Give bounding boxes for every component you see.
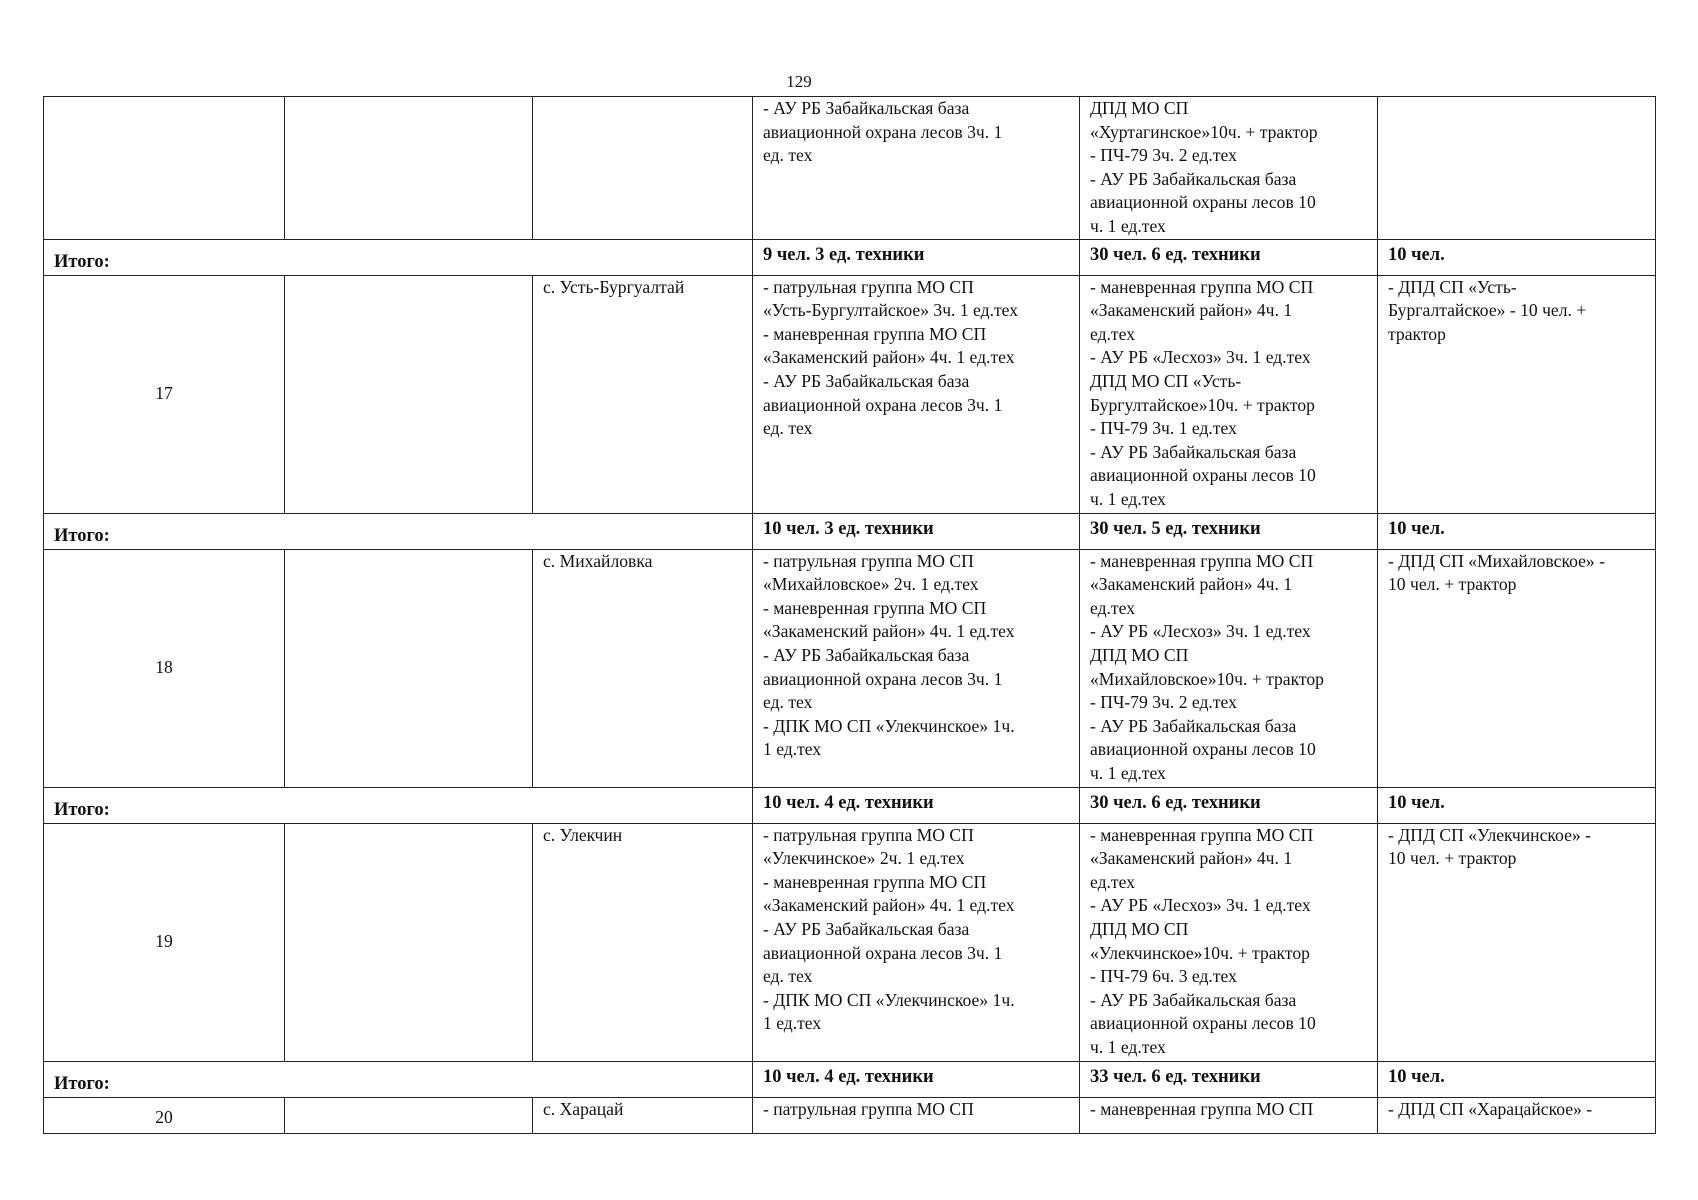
cell-line: ч. 1 ед.тех	[1090, 1036, 1166, 1057]
cell-line: - АУ РБ Забайкальская база	[763, 370, 970, 391]
cell-line: - маневренная группа МО СП	[763, 323, 987, 344]
cell-line: - маневренная группа МО СП	[1090, 550, 1314, 571]
cell-line: - АУ РБ Забайкальская база	[763, 918, 970, 939]
table-row	[44, 823, 1656, 1061]
table-row	[44, 1097, 1656, 1133]
volunteer-forces-cell	[1378, 823, 1656, 1061]
row-number: 19	[44, 823, 285, 1061]
cell-line: - АУ РБ Забайкальская база	[1090, 989, 1297, 1010]
cell-line: - патрульная группа МО СП	[763, 824, 974, 845]
cell-line: «Закаменский район» 4ч. 1	[1090, 848, 1293, 869]
total-col5: 30 чел. 5 ед. техники	[1080, 513, 1378, 549]
volunteer-forces-cell	[1378, 1097, 1656, 1133]
total-col4: 10 чел. 4 ед. техники	[753, 787, 1080, 823]
cell-line: авиационной охрана лесов 3ч. 1	[763, 942, 1003, 963]
total-col6: 10 чел.	[1378, 1061, 1656, 1097]
cell-line: - ДПД СП «Михайловское» -	[1388, 550, 1605, 571]
forces-primary-cell	[753, 97, 1080, 240]
cell-line: «Закаменский район» 4ч. 1	[1090, 574, 1293, 595]
row-number	[44, 97, 285, 240]
cell-line: - ПЧ-79 3ч. 1 ед.тех	[1090, 418, 1237, 439]
total-col4: 9 чел. 3 ед. техники	[753, 239, 1080, 275]
settlement-cell: с. Михайловка	[533, 549, 753, 787]
cell-line: авиационной охраны лесов 10	[1090, 192, 1316, 213]
empty-cell	[285, 1097, 533, 1133]
forces-primary-cell	[753, 1097, 1080, 1133]
cell-line: - маневренная группа МО СП	[1090, 1098, 1314, 1119]
cell-line: «Улекчинское»10ч. + трактор	[1090, 942, 1310, 963]
cell-line: - маневренная группа МО СП	[1090, 824, 1314, 845]
cell-line: - ПЧ-79 6ч. 3 ед.тех	[1090, 966, 1237, 987]
cell-line: авиационной охрана лесов 3ч. 1	[763, 668, 1003, 689]
cell-line: - АУ РБ «Лесхоз» 3ч. 1 ед.тех	[1090, 621, 1311, 642]
forces-additional-cell	[1080, 97, 1378, 240]
total-label: Итого:	[44, 1061, 753, 1097]
row-number: 17	[44, 275, 285, 513]
empty-cell	[285, 97, 533, 240]
cell-line: - маневренная группа МО СП	[763, 871, 987, 892]
settlement-cell: с. Харацай	[533, 1097, 753, 1133]
total-col5: 30 чел. 6 ед. техники	[1080, 239, 1378, 275]
cell-line: - патрульная группа МО СП	[763, 550, 974, 571]
cell-line: ДПД МО СП	[1090, 644, 1189, 665]
cell-line: ДПД МО СП	[1090, 98, 1189, 118]
cell-line: ед. тех	[763, 418, 813, 439]
cell-line: ед. тех	[763, 966, 813, 987]
volunteer-forces-cell	[1378, 549, 1656, 787]
forces-additional-cell	[1080, 549, 1378, 787]
cell-line: - АУ РБ Забайкальская база	[1090, 441, 1297, 462]
forces-additional-cell	[1080, 275, 1378, 513]
total-col5: 33 чел. 6 ед. техники	[1080, 1061, 1378, 1097]
cell-line: трактор	[1388, 323, 1446, 344]
empty-cell	[285, 823, 533, 1061]
total-row	[44, 1061, 1656, 1097]
cell-line: - ДПД СП «Усть-	[1388, 276, 1517, 297]
cell-line: - ДПД СП «Харацайское» -	[1388, 1098, 1593, 1119]
cell-line: ч. 1 ед.тех	[1090, 215, 1166, 236]
total-col6: 10 чел.	[1378, 787, 1656, 823]
page-number: 129	[786, 72, 812, 91]
settlement-cell	[533, 97, 753, 240]
cell-line: ед. тех	[763, 692, 813, 713]
empty-cell	[285, 275, 533, 513]
cell-line: «Усть-Бургултайское» 3ч. 1 ед.тех	[763, 300, 1019, 321]
cell-line: - АУ РБ «Лесхоз» 3ч. 1 ед.тех	[1090, 347, 1311, 368]
cell-line: 1 ед.тех	[763, 1013, 822, 1034]
cell-line: «Закаменский район» 4ч. 1	[1090, 300, 1293, 321]
total-col5: 30 чел. 6 ед. техники	[1080, 787, 1378, 823]
cell-line: - ПЧ-79 3ч. 2 ед.тех	[1090, 692, 1237, 713]
cell-line: - патрульная группа МО СП	[763, 276, 974, 297]
volunteer-forces-cell	[1378, 97, 1656, 240]
cell-line: авиационной охраны лесов 10	[1090, 465, 1316, 486]
cell-line: «Михайловское»10ч. + трактор	[1090, 668, 1324, 689]
cell-line: - маневренная группа МО СП	[1090, 276, 1314, 297]
cell-line: ч. 1 ед.тех	[1090, 762, 1166, 783]
table-row	[44, 97, 1656, 240]
cell-line: - АУ РБ «Лесхоз» 3ч. 1 ед.тех	[1090, 895, 1311, 916]
cell-line: 10 чел. + трактор	[1388, 574, 1517, 595]
cell-line: авиационной охраны лесов 10	[1090, 1013, 1316, 1034]
total-label: Итого:	[44, 239, 753, 275]
cell-line: авиационной охрана лесов 3ч. 1	[763, 394, 1003, 415]
cell-line: - АУ РБ Забайкальская база	[763, 98, 970, 118]
cell-line: - патрульная группа МО СП	[763, 1098, 974, 1119]
total-col4: 10 чел. 4 ед. техники	[753, 1061, 1080, 1097]
cell-line: - АУ РБ Забайкальская база	[1090, 715, 1297, 736]
forces-primary-cell	[753, 275, 1080, 513]
forces-table	[43, 96, 1656, 1134]
total-row	[44, 239, 1656, 275]
cell-line: - маневренная группа МО СП	[763, 597, 987, 618]
table-row	[44, 275, 1656, 513]
cell-line: - АУ РБ Забайкальская база	[763, 644, 970, 665]
cell-line: авиационной охраны лесов 10	[1090, 739, 1316, 760]
cell-line: - ПЧ-79 3ч. 2 ед.тех	[1090, 145, 1237, 166]
cell-line: ч. 1 ед.тех	[1090, 488, 1166, 509]
cell-line: 1 ед.тех	[763, 739, 822, 760]
total-col4: 10 чел. 3 ед. техники	[753, 513, 1080, 549]
volunteer-forces-cell	[1378, 275, 1656, 513]
forces-primary-cell	[753, 549, 1080, 787]
cell-line: «Улекчинское» 2ч. 1 ед.тех	[763, 848, 965, 869]
settlement-cell: с. Улекчин	[533, 823, 753, 1061]
cell-line: ед.тех	[1090, 871, 1135, 892]
forces-primary-cell	[753, 823, 1080, 1061]
forces-additional-cell	[1080, 823, 1378, 1061]
cell-line: ед.тех	[1090, 597, 1135, 618]
total-row	[44, 513, 1656, 549]
total-col6: 10 чел.	[1378, 239, 1656, 275]
cell-line: «Закаменский район» 4ч. 1 ед.тех	[763, 621, 1015, 642]
forces-additional-cell	[1080, 1097, 1378, 1133]
total-col6: 10 чел.	[1378, 513, 1656, 549]
cell-line: «Хуртагинское»10ч. + трактор	[1090, 121, 1318, 142]
cell-line: Бургалтайское» - 10 чел. +	[1388, 300, 1587, 321]
cell-line: «Михайловское» 2ч. 1 ед.тех	[763, 574, 979, 595]
cell-line: Бургултайское»10ч. + трактор	[1090, 394, 1315, 415]
cell-line: - ДПД СП «Улекчинское» -	[1388, 824, 1591, 845]
row-number: 18	[44, 549, 285, 787]
cell-line: ед.тех	[1090, 323, 1135, 344]
cell-line: 10 чел. + трактор	[1388, 848, 1517, 869]
cell-line: - ДПК МО СП «Улекчинское» 1ч.	[763, 989, 1015, 1010]
row-number: 20	[44, 1097, 285, 1133]
table-row	[44, 549, 1656, 787]
cell-line: ДПД МО СП «Усть-	[1090, 370, 1242, 391]
cell-line: «Закаменский район» 4ч. 1 ед.тех	[763, 895, 1015, 916]
empty-cell	[285, 549, 533, 787]
total-label: Итого:	[44, 787, 753, 823]
cell-line: ДПД МО СП	[1090, 918, 1189, 939]
cell-line: авиационной охрана лесов 3ч. 1	[763, 121, 1003, 142]
cell-line: - АУ РБ Забайкальская база	[1090, 168, 1297, 189]
total-label: Итого:	[44, 513, 753, 549]
cell-line: «Закаменский район» 4ч. 1 ед.тех	[763, 347, 1015, 368]
cell-line: ед. тех	[763, 145, 813, 166]
cell-line: - ДПК МО СП «Улекчинское» 1ч.	[763, 715, 1015, 736]
total-row	[44, 787, 1656, 823]
table-body	[44, 97, 1656, 1134]
settlement-cell: с. Усть-Бургуалтай	[533, 275, 753, 513]
